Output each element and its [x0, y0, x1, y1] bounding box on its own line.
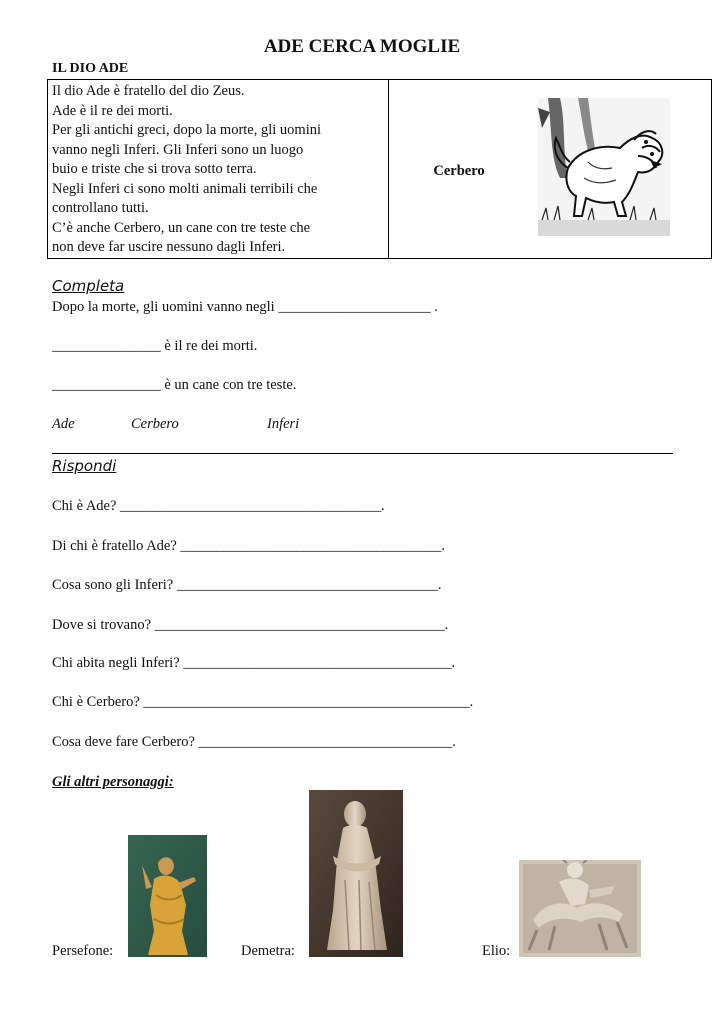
- question: Cosa deve fare Cerbero? ___________________________________.: [52, 734, 456, 750]
- question: Chi è Ade? ____________________________________.: [52, 498, 385, 514]
- question: Cosa sono gli Inferi? ____________________________________.: [52, 577, 442, 593]
- altri-heading: Gli altri personaggi:: [52, 774, 174, 790]
- demetra-statue-image: [309, 790, 403, 957]
- divider: [52, 453, 673, 454]
- rispondi-heading: Rispondi: [52, 457, 117, 475]
- completa-line: _______________ è un cane con tre teste.: [52, 377, 297, 393]
- cerbero-illustration: [538, 98, 670, 236]
- elio-label: Elio:: [482, 943, 511, 959]
- page-title: ADE CERCA MOGLIE: [263, 36, 461, 57]
- reading-line: Per gli antichi greci, dopo la morte, gli uomini: [52, 122, 322, 138]
- question: Dove si trovano? ________________________________________.: [52, 617, 449, 633]
- reading-line: non deve far uscire nessuno dagli Inferi.: [52, 239, 286, 255]
- persefone-label: Persefone:: [52, 943, 114, 959]
- reading-line: controllano tutti.: [52, 200, 149, 216]
- reading-line: buio e triste che si trova sotto terra.: [52, 161, 257, 177]
- completa-heading: Completa: [52, 277, 125, 295]
- elio-relief-image: [519, 860, 641, 957]
- cerbero-caption: Cerbero: [433, 163, 485, 179]
- reading-line: Ade è il re dei morti.: [52, 102, 173, 119]
- persefone-fresco-image: [128, 835, 207, 957]
- completa-line: _______________ è il re dei morti.: [52, 338, 258, 354]
- word-bank-item: Inferi: [267, 416, 300, 432]
- reading-line: vanno negli Inferi. Gli Inferi sono un luogo: [52, 141, 304, 158]
- reading-text: [48, 80, 389, 259]
- reading-line: Il dio Ade è fratello del dio Zeus.: [52, 83, 245, 99]
- question: Chi è Cerbero? _____________________________________________.: [52, 694, 474, 710]
- reading-line: Negli Inferi ci sono molti animali terribili che: [52, 180, 318, 197]
- section-label: IL DIO ADE: [52, 61, 129, 76]
- reading-line: C’è anche Cerbero, un cane con tre teste che: [52, 219, 311, 236]
- word-bank-item: Ade: [52, 416, 75, 432]
- question: Di chi è fratello Ade? ____________________________________.: [52, 538, 446, 554]
- question: Chi abita negli Inferi? _____________________________________.: [52, 655, 456, 671]
- completa-line: Dopo la morte, gli uomini vanno negli _____________________ .: [52, 299, 438, 315]
- word-bank-item: Cerbero: [131, 416, 179, 432]
- demetra-label: Demetra:: [241, 943, 295, 959]
